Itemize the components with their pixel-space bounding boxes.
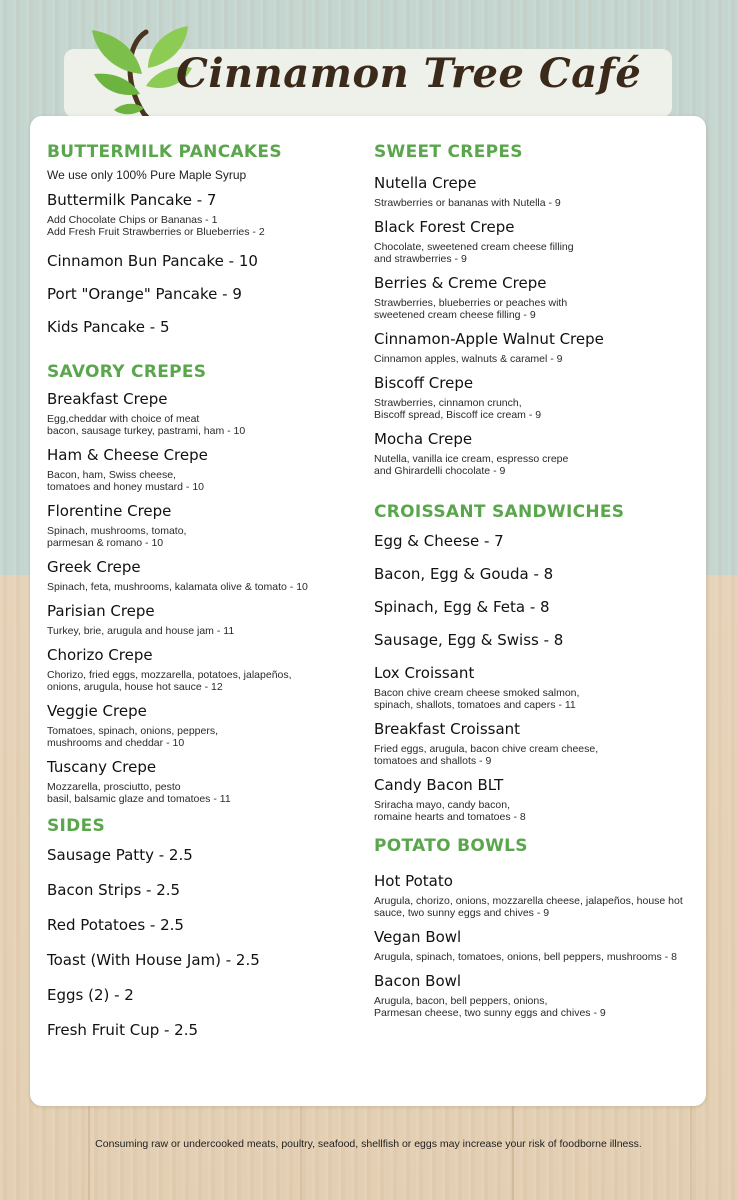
item-name: Cinnamon Bun Pancake - 10	[47, 252, 258, 270]
menu-item	[47, 317, 352, 337]
item-name: Florentine Crepe	[47, 502, 172, 520]
menu-section	[47, 815, 352, 1040]
item-description: Cinnamon apples, walnuts & caramel - 9	[374, 353, 563, 365]
item-description: Arugula, chorizo, onions, mozzarella cheese, jalapeños, house hot sauce, two sunny eggs and chives - 9	[374, 895, 683, 919]
menu-item	[47, 251, 352, 271]
item-description: Strawberries or bananas with Nutella - 9	[374, 197, 561, 209]
item-description: Bacon chive cream cheese smoked salmon, spinach, shallots, tomatoes and capers - 11	[374, 687, 580, 711]
item-description: Strawberries, blueberries or peaches with sweetened cream cheese filling - 9	[374, 297, 568, 321]
menu-item	[47, 501, 352, 549]
menu-column-right	[374, 141, 692, 1019]
menu-column-left	[47, 141, 352, 1040]
item-description: Strawberries, cinnamon crunch, Biscoff spread, Biscoff ice cream - 9	[374, 397, 542, 421]
brand-logo-text: Cinnamon Tree Café	[176, 50, 642, 97]
item-name: Fresh Fruit Cup - 2.5	[47, 1021, 199, 1039]
menu-item	[374, 663, 692, 711]
item-name: Berries & Creme Crepe	[374, 274, 547, 292]
item-description: Arugula, spinach, tomatoes, onions, bell peppers, mushrooms - 8	[374, 951, 677, 963]
item-name: Bacon Bowl	[374, 972, 462, 990]
menu-item	[374, 429, 692, 477]
menu-section	[47, 361, 352, 805]
menu-section	[374, 501, 692, 823]
item-name: Buttermilk Pancake - 7	[47, 191, 217, 209]
menu-item	[47, 557, 352, 593]
item-name: Breakfast Crepe	[47, 390, 168, 408]
item-name: Hot Potato	[374, 872, 453, 890]
menu-item	[47, 284, 352, 304]
item-name: Egg & Cheese - 7	[374, 532, 504, 550]
menu-item	[47, 915, 352, 935]
menu-item	[47, 190, 352, 238]
menu-item	[47, 985, 352, 1005]
section-title: POTATO BOWLS	[374, 836, 528, 856]
item-name: Bacon Strips - 2.5	[47, 881, 181, 899]
menu-item	[374, 217, 692, 265]
section-title: SIDES	[47, 816, 106, 836]
item-name: Nutella Crepe	[374, 174, 477, 192]
item-name: Port "Orange" Pancake - 9	[47, 285, 242, 303]
menu-item	[47, 845, 352, 865]
menu-item	[374, 719, 692, 767]
menu-item	[374, 927, 692, 963]
item-name: Eggs (2) - 2	[47, 986, 134, 1004]
menu-item	[47, 445, 352, 493]
menu-section	[374, 141, 692, 477]
menu-item	[47, 880, 352, 900]
item-description: Fried eggs, arugula, bacon chive cream cheese, tomatoes and shallots - 9	[374, 743, 599, 767]
menu-item	[374, 329, 692, 365]
menu-item	[374, 971, 692, 1019]
section-title: CROISSANT SANDWICHES	[374, 502, 625, 522]
item-name: Veggie Crepe	[47, 702, 147, 720]
item-description: Egg,cheddar with choice of meat bacon, sausage turkey, pastrami, ham - 10	[47, 413, 246, 437]
item-name: Ham & Cheese Crepe	[47, 446, 208, 464]
menu-item	[47, 389, 352, 437]
item-description: Spinach, feta, mushrooms, kalamata olive & tomato - 10	[47, 581, 308, 593]
item-name: Red Potatoes - 2.5	[47, 916, 184, 934]
item-name: Tuscany Crepe	[47, 758, 157, 776]
menu-item	[47, 1020, 352, 1040]
menu-item	[374, 871, 692, 919]
item-name: Breakfast Croissant	[374, 720, 521, 738]
menu-item	[374, 597, 692, 617]
item-name: Cinnamon-Apple Walnut Crepe	[374, 330, 604, 348]
menu-section	[47, 141, 352, 337]
menu-item	[374, 531, 692, 551]
menu-item	[47, 757, 352, 805]
item-description: Mozzarella, prosciutto, pesto basil, balsamic glaze and tomatoes - 11	[47, 781, 231, 805]
menu-item	[374, 630, 692, 650]
menu-item	[47, 701, 352, 749]
item-name: Bacon, Egg & Gouda - 8	[374, 565, 554, 583]
menu-item	[374, 564, 692, 584]
item-description: Chocolate, sweetened cream cheese filling and strawberries - 9	[374, 241, 574, 265]
section-title: SAVORY CREPES	[47, 362, 207, 382]
item-name: Greek Crepe	[47, 558, 141, 576]
item-name: Vegan Bowl	[374, 928, 462, 946]
item-description: Add Chocolate Chips or Bananas - 1 Add Fresh Fruit Strawberries or Blueberries - 2	[47, 214, 265, 238]
item-description: Sriracha mayo, candy bacon, romaine hearts and tomatoes - 8	[374, 799, 526, 823]
item-name: Sausage Patty - 2.5	[47, 846, 193, 864]
item-name: Chorizo Crepe	[47, 646, 153, 664]
menu-item	[374, 775, 692, 823]
menu-item	[47, 950, 352, 970]
menu-item	[47, 601, 352, 637]
menu-item	[374, 173, 692, 209]
item-description: Turkey, brie, arugula and house jam - 11	[47, 625, 235, 637]
allergy-disclaimer: Consuming raw or undercooked meats, poultry, seafood, shellfish or eggs may increase your risk of foodborne illness.	[95, 1138, 642, 1150]
item-name: Toast (With House Jam) - 2.5	[47, 951, 260, 969]
item-name: Mocha Crepe	[374, 430, 473, 448]
section-title: SWEET CREPES	[374, 142, 523, 162]
item-name: Spinach, Egg & Feta - 8	[374, 598, 550, 616]
item-description: Tomatoes, spinach, onions, peppers, mushrooms and cheddar - 10	[47, 725, 219, 749]
item-name: Biscoff Crepe	[374, 374, 474, 392]
menu-item	[374, 373, 692, 421]
item-description: Bacon, ham, Swiss cheese, tomatoes and honey mustard - 10	[47, 469, 205, 493]
item-description: Nutella, vanilla ice cream, espresso crepe and Ghirardelli chocolate - 9	[374, 453, 569, 477]
item-name: Parisian Crepe	[47, 602, 155, 620]
item-description: Arugula, bacon, bell peppers, onions, Parmesan cheese, two sunny eggs and chives - 9	[374, 995, 606, 1019]
menu-item	[47, 645, 352, 693]
item-description: Spinach, mushrooms, tomato, parmesan & romano - 10	[47, 525, 187, 549]
menu-item	[374, 273, 692, 321]
item-description: Chorizo, fried eggs, mozzarella, potatoes, jalapeños, onions, arugula, house hot sauce - 12	[47, 669, 292, 693]
item-name: Lox Croissant	[374, 664, 475, 682]
item-name: Candy Bacon BLT	[374, 776, 504, 794]
item-name: Kids Pancake - 5	[47, 318, 170, 336]
section-title: BUTTERMILK PANCAKES	[47, 142, 282, 162]
item-name: Sausage, Egg & Swiss - 8	[374, 631, 564, 649]
item-name: Black Forest Crepe	[374, 218, 515, 236]
menu-section	[374, 835, 692, 1019]
section-note: We use only 100% Pure Maple Syrup	[47, 168, 247, 182]
